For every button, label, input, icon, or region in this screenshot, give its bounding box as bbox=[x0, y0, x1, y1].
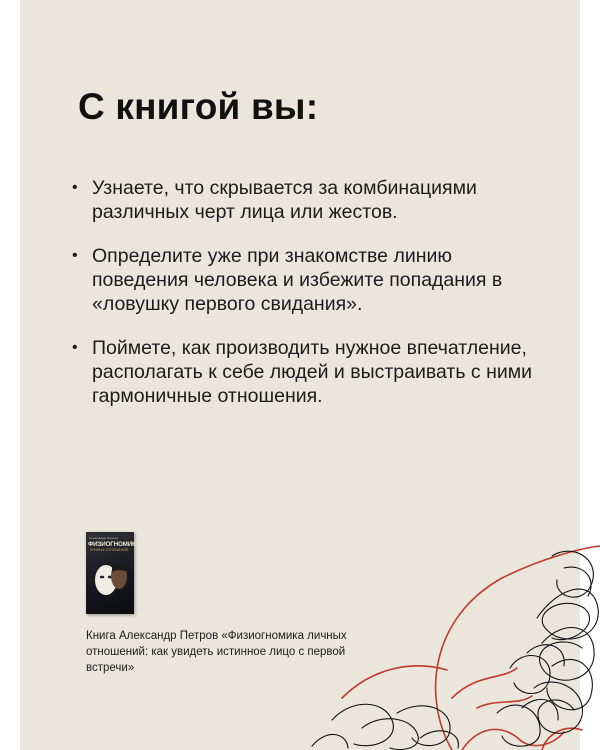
scribble-face-illustration bbox=[302, 548, 600, 750]
book-cover-title: ФИЗИОГНОМИКА bbox=[88, 541, 141, 548]
book-caption: Книга Александр Петров «Физиогномика личных отношений: как увидеть истинное лицо с первой встречи» bbox=[86, 630, 347, 674]
content-card bbox=[20, 0, 580, 750]
list-item: • Определите уже при знакомстве линию поведения человека и избежите попадания в «ловушку первого свидания». bbox=[72, 244, 542, 316]
book-cover-thumbnail bbox=[86, 532, 141, 614]
list-item: • Узнаете, что скрывается за комбинациями различных черт лица или жестов. bbox=[72, 176, 542, 224]
page-title: С книгой вы: bbox=[78, 86, 319, 127]
book-cover-subtitle: ЛИЧНЫХ ОТНОШЕНИЙ bbox=[90, 548, 129, 552]
book-cover-author: Александр Петров bbox=[89, 536, 119, 540]
benefits-list bbox=[72, 176, 542, 428]
mask-illustration-icon bbox=[86, 532, 134, 614]
list-item: • Поймете, как производить нужное впечатление, располагать к себе людей и выстраивать с ними гармоничные отношения. bbox=[72, 336, 542, 408]
